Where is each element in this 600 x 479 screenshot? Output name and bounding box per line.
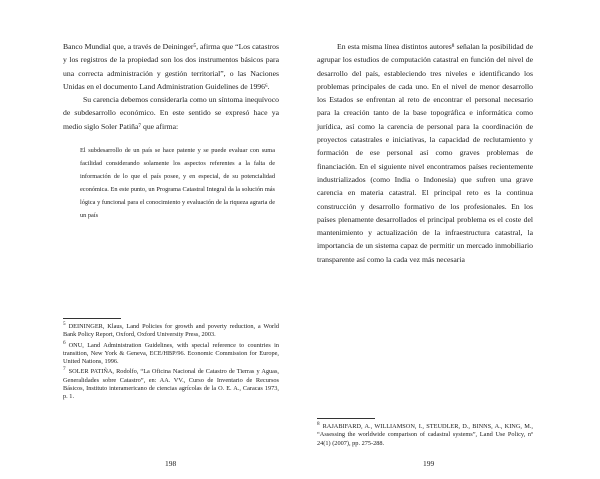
right-page-body bbox=[317, 40, 533, 266]
block-quote: El subdesarrollo de un país se hace patente y se puede evaluar con suma facilidad considerando solamente los aspectos referentes a la falta de información de lo que el país posee, y en especial, de su potencialidad económica. En este punto, un Programa Catastral Integral da la solución más lógica y funcional para el conocimiento y evaluación de la riqueza agraria de un país bbox=[80, 147, 275, 220]
footnote-5: $^5$ DEININGER, Klaus, Land Policies for growth and poverty reduction, a World Bank Policy Report, Oxford, Oxford University Press, 2003. bbox=[63, 320, 279, 339]
right-page bbox=[317, 40, 533, 266]
left-page bbox=[63, 40, 279, 222]
footnote-7: $^7$ SOLER PATIÑA, Rodolfo, “La Oficina Nacional de Catastro de Tierras y Aguas, Generalidades sobre Catastro”, en: AA. VV., Curso de Inventario de Recursos Básicos, Instituto interamericano de ciencias agrícolas de la O. E. A., Caracas 1973, p. 1. bbox=[63, 366, 279, 401]
left-paragraph-1: Banco Mundial que, a través de Deininger⁵, afirma que “Los catastros y los registros de la propiedad son los dos instrumentos básicos para una correcta administración y gestión territorial”, o las Naciones Unidas en el documento Land Administration Guidelines de 1996⁶. bbox=[63, 42, 279, 91]
right-footnotes bbox=[317, 418, 533, 450]
page-number-left: 198 bbox=[165, 459, 177, 468]
footnote-divider bbox=[63, 318, 121, 319]
left-page-body bbox=[63, 40, 279, 133]
footnote-6: $^6$ ONU, Land Administration Guidelines, with special reference to countries in transition, New York & Geneva, ECE/HBP/96. Economic Commission for Europe, United Nations, 1996. bbox=[63, 339, 279, 366]
left-paragraph-2: Su carencia debemos considerarla como un síntoma inequívoco de subdesarrollo económico. En este sentido se expresó hace ya medio siglo Soler Patiña⁷ que afirma: bbox=[63, 95, 279, 131]
right-paragraph: En esta misma línea distintos autores⁸ señalan la posibilidad de agrupar los estudios de computación catastral en función del nivel de desarrollo del país, estableciendo tres niveles e identificando los problemas principales de cada uno. En el nivel de menor desarrollo los Estados se enfrentan al reto de encontrar el personal necesario para la creación tanto de la base topográfica e informática como jurídica, así como la carencia de personal para la coordinación de proyectos catastrales e iniciativas, la capacidad de reclutamiento y formación de ese personal así como graves problemas de financiación. En el siguiente nivel encontramos países recientemente industrializados (como India o Indonesia) que sufren una grave carencia en materia catastral. El principal reto es la continua construcción y desarrollo formativo de los profesionales. En los países plenamente desarrollados el principal problema es el coste del mantenimiento y actualización de la infraestructura catastral, la importancia de un sistema capaz de permitir un mercado inmobiliario transparente así como la cada vez más necesaria bbox=[317, 42, 533, 264]
footnote-divider bbox=[317, 418, 375, 419]
footnote-8: $^8$ RAJABIFARD, A., WILLIAMSON, I., STEUDLER, D., BINNS, A., KING, M., “Assessing the worldwide comparison of cadastral systems”, Land Use Policy, nº 24(1) (2007), pp. 275-288. bbox=[317, 420, 533, 447]
page-number-right: 199 bbox=[423, 459, 435, 468]
left-footnotes bbox=[63, 318, 279, 404]
